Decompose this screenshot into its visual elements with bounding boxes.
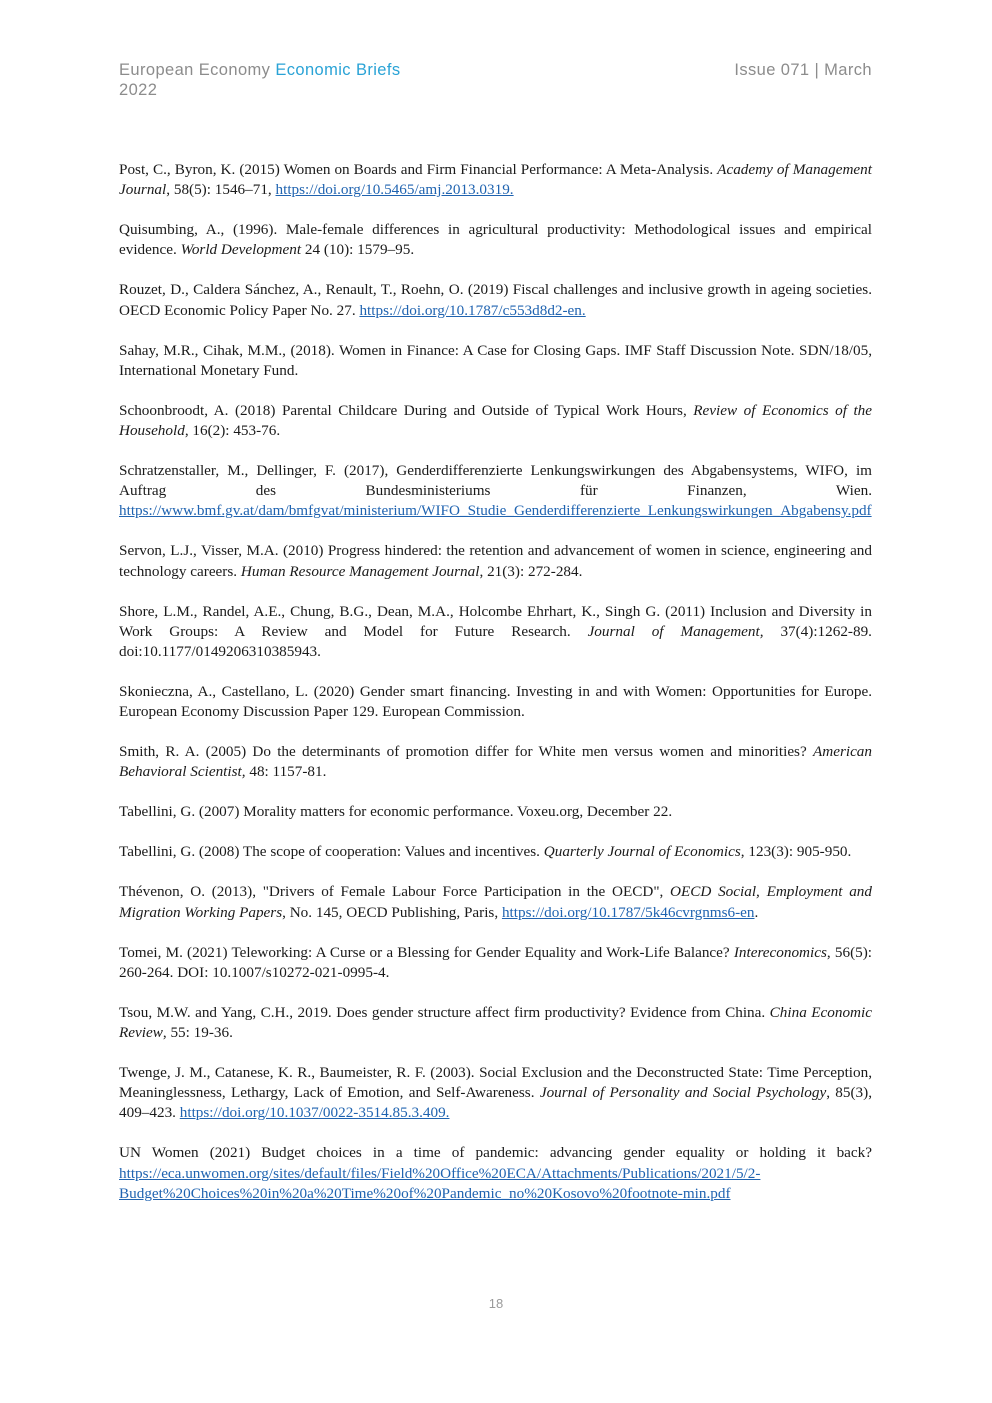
header-publication xyxy=(119,60,401,80)
ref-link[interactable]: https://eca.unwomen.org/sites/default/files/Field%20Office%20ECA/Attachments/Publications/2021/5/2-Budget%20Choices%20in%20a%20Time%20of%20Pandemic_no%20Kosovo%20footnote-min.pdf xyxy=(119,1164,761,1202)
ref-text: Post, C., Byron, K. (2015) Women on Boards and Firm Financial Performance: A Meta-Analysis. xyxy=(119,161,718,178)
ref-text: Tabellini, G. (2007) Morality matters for economic performance. Voxeu.org, December 22. xyxy=(119,803,673,821)
ref-link[interactable]: https://doi.org/10.1037/0022-3514.85.3.409. xyxy=(179,1104,450,1122)
reference-list xyxy=(119,160,872,1224)
ref-journal: Academy of Management Journal xyxy=(119,161,872,199)
reference-entry xyxy=(119,742,872,782)
ref-text: , 85(3), 409–423. xyxy=(119,1084,873,1122)
ref-text: 37(4):1262-89. doi:10.1177/0149206310385943. xyxy=(119,622,872,661)
ref-text: Sahay, M.R., Cihak, M.M., (2018). Women in Finance: A Case for Closing Gaps. IMF Staff Discussion Note. SDN/18/05, International Monetary Fund. xyxy=(119,341,872,379)
reference-entry xyxy=(119,1063,872,1124)
ref-journal: Review of Economics of the Household xyxy=(119,401,872,440)
ref-text: . xyxy=(754,903,759,921)
ref-text: , 56(5): 260-264. DOI: 10.1007/s10272-021-0995-4. xyxy=(119,943,872,981)
page-number: 18 xyxy=(488,1296,504,1311)
header-series: Economic Briefs xyxy=(275,61,401,79)
ref-link[interactable]: https://doi.org/10.1787/5k46cvrgnms6-en xyxy=(501,903,755,921)
ref-text: Schratzenstaller, M., Dellinger, F. (2017), Genderdifferenzierte Lenkungswirkungen des Abgabensystems, WIFO, im Auftrag des Bundesministeriums für Finanzen, Wien. xyxy=(119,462,872,500)
ref-journal: OECD Social, Employment and Migration Working Papers xyxy=(119,883,872,921)
reference-entry xyxy=(119,1143,872,1204)
reference-entry xyxy=(119,461,872,522)
ref-text: Rouzet, D., Caldera Sánchez, A., Renault, T., Roehn, O. (2019) Fiscal challenges and inclusive growth in ageing societies. OECD Economic Policy Paper No. 27. xyxy=(119,281,872,319)
ref-journal: American Behavioral Scientist, xyxy=(119,743,872,781)
reference-entry xyxy=(119,943,872,983)
ref-link[interactable]: https://www.bmf.gv.at/dam/bmfgvat/ministerium/WIFO_Studie_Genderdifferenzierte_Lenkungswirkungen_Abgabensy.pdf xyxy=(119,502,872,520)
ref-text: UN Women (2021) Budget choices in a time of pandemic: advancing gender equality or holding it back? xyxy=(119,1144,872,1162)
ref-text: Tabellini, G. (2008) The scope of cooperation: Values and incentives. xyxy=(119,843,544,861)
reference-entry xyxy=(119,1003,872,1043)
ref-text: Thévenon, O. (2013), "Drivers of Female Labour Force Participation in the OECD", xyxy=(119,883,671,901)
header-issue: Issue 071 | March xyxy=(734,61,872,79)
ref-journal: Quarterly Journal of Economics xyxy=(543,843,741,861)
reference-entry xyxy=(119,541,872,581)
ref-text: , 55: 19-36. xyxy=(162,1024,233,1042)
ref-text: Tsou, M.W. and Yang, C.H., 2019. Does gender structure affect firm productivity? Evidence from China. xyxy=(119,1003,770,1021)
ref-journal: Human Resource Management Journal xyxy=(240,562,480,580)
ref-text: , 21(3): 272-284. xyxy=(479,562,583,580)
ref-text: Quisumbing, A., (1996). Male-female differences in agricultural productivity: Methodological issues and empirical evidence. xyxy=(119,221,872,259)
ref-text: Schoonbroodt, A. (2018) Parental Childcare During and Outside of Typical Work Hours, xyxy=(119,401,694,419)
header-publication-name: European Economy xyxy=(119,61,271,79)
ref-text: , 58(5): 1546–71, xyxy=(166,181,276,199)
header-year: 2022 xyxy=(119,81,158,99)
reference-entry xyxy=(119,682,872,722)
reference-entry xyxy=(119,401,872,441)
ref-text: Twenge, J. M., Catanese, K. R., Baumeister, R. F. (2003). Social Exclusion and the Deconstructed State: Time Perception, Meaninglessness, Lethargy, Lack of Emotion, and Self-Awareness. xyxy=(119,1064,872,1102)
reference-entry xyxy=(119,602,872,663)
ref-journal: Journal of Personality and Social Psychology xyxy=(539,1084,827,1102)
reference-entry xyxy=(119,160,872,200)
ref-journal: World Development xyxy=(180,241,302,259)
ref-journal: Intereconomics xyxy=(733,943,827,961)
ref-text: , No. 145, OECD Publishing, Paris, xyxy=(282,903,502,921)
ref-text: 24 (10): 1579–95. xyxy=(301,241,415,259)
ref-text: 48: 1157-81. xyxy=(245,763,327,781)
reference-entry xyxy=(119,802,872,822)
ref-link[interactable]: https://doi.org/10.1787/c553d8d2-en. xyxy=(359,301,586,319)
ref-text: Servon, L.J., Visser, M.A. (2010) Progress hindered: the retention and advancement of women in science, engineering and technology careers. xyxy=(119,542,872,580)
reference-entry xyxy=(119,882,872,922)
reference-entry xyxy=(119,280,872,320)
ref-journal: Journal of Management, xyxy=(587,622,764,640)
reference-entry xyxy=(119,341,872,381)
reference-entry xyxy=(119,220,872,260)
ref-text: Tomei, M. (2021) Teleworking: A Curse or a Blessing for Gender Equality and Work-Life Balance? xyxy=(119,943,734,961)
ref-text: Skonieczna, A., Castellano, L. (2020) Gender smart financing. Investing in and with Women: Opportunities for Europe. European Economy Discussion Paper 129. European Commission. xyxy=(119,683,872,721)
reference-entry xyxy=(119,842,872,862)
ref-text: Shore, L.M., Randel, A.E., Chung, B.G., Dean, M.A., Holcombe Ehrhart, K., Singh G. (2011) Inclusion and Diversity in Work Groups: A Review and Model for Future Research. xyxy=(119,602,872,640)
ref-link[interactable]: https://doi.org/10.5465/amj.2013.0319. xyxy=(275,181,514,199)
ref-text: , 16(2): 453-76. xyxy=(184,422,281,440)
ref-journal: China Economic Review xyxy=(119,1003,872,1042)
ref-text: , 123(3): 905-950. xyxy=(740,843,852,861)
ref-text: Smith, R. A. (2005) Do the determinants of promotion differ for White men versus women and minorities? xyxy=(119,743,813,761)
